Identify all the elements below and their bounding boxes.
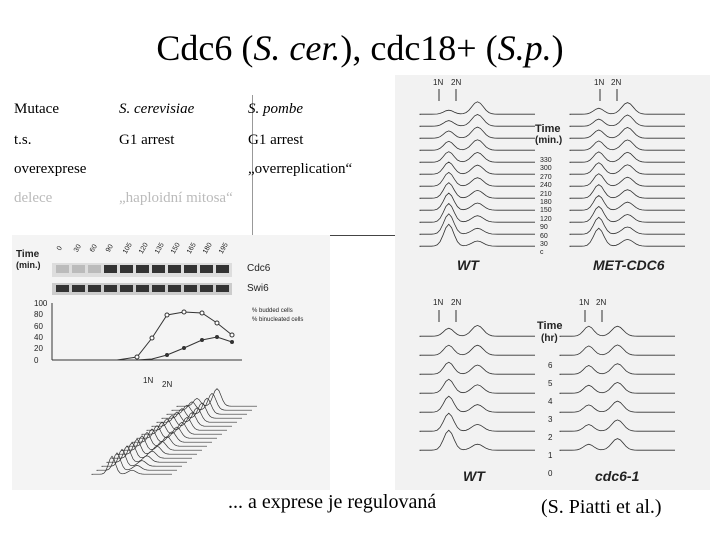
tick-label: 165: [185, 241, 198, 256]
tick-label: 0: [548, 469, 553, 478]
ploidy-1n-label-e: 1N: [143, 376, 154, 385]
blot-band: [104, 285, 117, 292]
ploidy-1n-label: 1N: [433, 78, 444, 87]
tick-label: 105: [121, 241, 134, 256]
caption-regulation: ... a exprese je regulovaná: [228, 491, 437, 513]
blot-band: [200, 265, 213, 273]
tick-label: 2: [548, 433, 553, 442]
met-cdc6-label: MET-CDC6: [593, 257, 665, 273]
time-label-min: Time: [535, 123, 561, 135]
table-header-cerevisiae: S. cerevisiae: [119, 101, 195, 117]
tick-label: 0: [55, 245, 64, 252]
ploidy-2n-label-b: 2N: [611, 78, 622, 87]
tick-label: 180: [540, 199, 552, 206]
caption-citation: (S. Piatti et al.): [541, 496, 662, 518]
tick-label: c: [540, 249, 544, 257]
blot-band: [216, 265, 229, 273]
time-label-hr: Time: [537, 320, 563, 332]
blot-band: [88, 265, 101, 273]
ploidy-1n-label-c: 1N: [433, 298, 444, 307]
tick-label: 5: [548, 379, 553, 388]
table-row-ts-pombe: G1 arrest: [248, 132, 304, 148]
blot-band: [56, 265, 69, 273]
blot-time-label: Time: [16, 249, 40, 260]
tick-label: 0: [34, 355, 39, 365]
blot-band: [104, 265, 117, 273]
tick-label: 120: [540, 215, 552, 223]
blot-band: [152, 285, 165, 292]
blot-swi6-label: Swi6: [247, 283, 269, 294]
table-row-ts-cerevisiae: G1 arrest: [119, 132, 175, 148]
table-header-pombe: S. pombe: [248, 101, 303, 117]
blot-band: [216, 285, 229, 292]
ploidy-2n-label-d: 2N: [596, 298, 607, 307]
blot-band: [120, 285, 133, 292]
tick-label: 80: [34, 310, 43, 320]
tick-label: 100: [34, 299, 48, 308]
legend-budded: % budded cells: [252, 308, 293, 314]
blot-cdc6-label: Cdc6: [247, 263, 271, 274]
blot-band: [168, 265, 181, 273]
flow-cytometry-figure: [395, 75, 710, 490]
tick-label: 150: [540, 207, 552, 215]
table-row-overexprese-pombe: „overreplication“: [248, 161, 353, 177]
tick-label: 150: [169, 241, 182, 256]
table-row-ts-label: t.s.: [14, 132, 32, 148]
blot-band: [120, 265, 133, 273]
table-row-overexprese-label: overexprese: [14, 161, 87, 177]
blot-band: [56, 285, 69, 292]
tick-label: 30: [540, 241, 548, 248]
blot-band: [168, 285, 181, 292]
blot-band: [136, 285, 149, 292]
tick-label: 6: [548, 361, 553, 370]
tick-label: 300: [540, 165, 552, 173]
blot-band: [152, 265, 165, 273]
legend-binucleate: % binucleated cells: [252, 317, 304, 323]
tick-label: 60: [34, 321, 43, 331]
cdc6-1-label: cdc6-1: [595, 468, 640, 484]
mutation-table: [12, 95, 397, 236]
tick-label: 330: [540, 157, 552, 164]
time-unit-min: (min.): [535, 135, 563, 146]
ploidy-1n-label-d: 1N: [579, 298, 590, 307]
blot-band: [136, 265, 149, 273]
tick-label: 90: [104, 243, 115, 254]
slide-title: Cdc6 (S. cer.), cdc18+ (S.p.): [156, 28, 564, 68]
tick-label: 3: [548, 415, 553, 424]
time-unit-hr: (hr): [541, 333, 558, 344]
tick-label: 195: [217, 241, 230, 256]
tick-label: 240: [540, 182, 552, 190]
tick-label: 1: [548, 451, 553, 460]
table-row-delece-cerevisiae: „haploidní mitosa“: [119, 190, 233, 206]
tick-label: 30: [72, 243, 83, 254]
blot-graph-image: [12, 235, 330, 490]
table-header-mutace: Mutace: [14, 101, 59, 117]
tick-label: 60: [88, 243, 99, 254]
tick-label: 40: [34, 332, 43, 342]
blot-time-unit: (min.): [16, 260, 41, 270]
tick-label: 90: [540, 224, 548, 232]
blot-band: [200, 285, 213, 292]
tick-label: 4: [548, 397, 553, 406]
blot-band: [72, 265, 85, 273]
blot-band: [184, 285, 197, 292]
table-row-delece-label: delece: [14, 190, 53, 206]
ploidy-2n-label: 2N: [451, 78, 462, 87]
tick-label: 20: [34, 344, 43, 354]
tick-label: 135: [153, 241, 166, 256]
ploidy-2n-label-c: 2N: [451, 298, 462, 307]
ploidy-1n-label-b: 1N: [594, 78, 605, 87]
blot-and-graph-figure: [12, 235, 330, 490]
tick-label: 210: [540, 190, 552, 198]
wt-label-bottom: WT: [463, 468, 485, 484]
blot-band: [184, 265, 197, 273]
blot-band: [72, 285, 85, 292]
tick-label: 270: [540, 173, 552, 181]
blot-band: [88, 285, 101, 292]
wt-label-top: WT: [457, 257, 479, 273]
tick-label: 180: [201, 241, 214, 256]
ploidy-2n-label-e: 2N: [162, 380, 173, 389]
tick-label: 120: [137, 241, 150, 256]
tick-label: 60: [540, 232, 548, 240]
